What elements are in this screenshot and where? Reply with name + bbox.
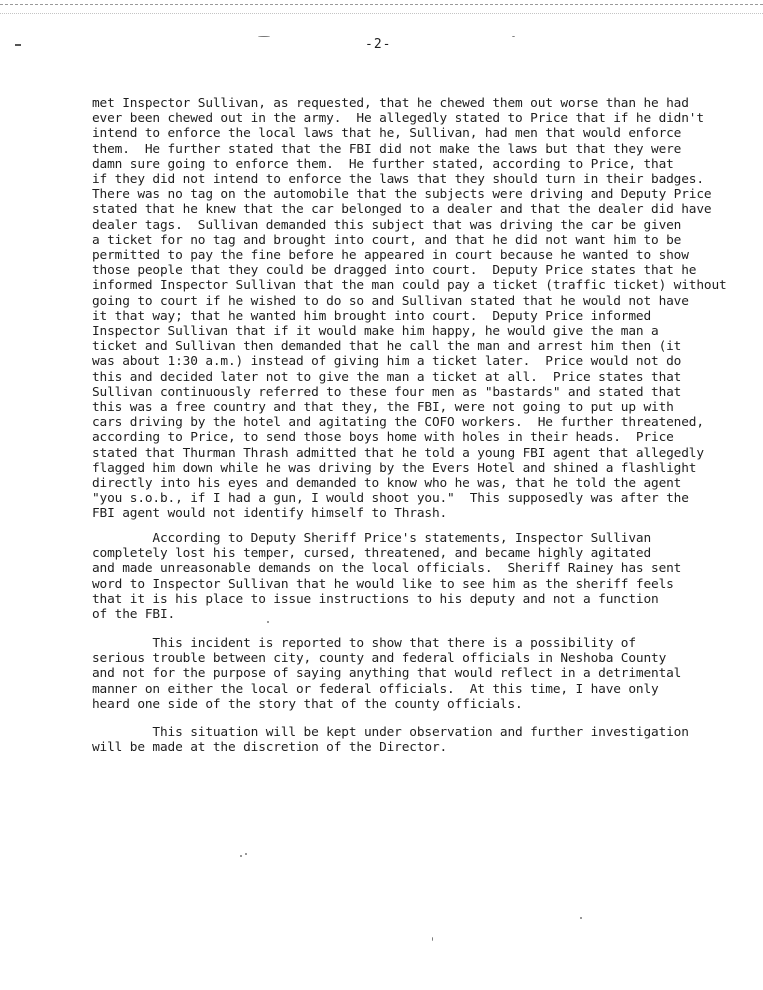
text-line: met Inspector Sullivan, as requested, that he chewed them out worse than he had: [92, 96, 689, 111]
text-line: and made unreasonable demands on the local officials. Sheriff Rainey has sent: [92, 561, 682, 577]
text-line: dealer tags. Sullivan demanded this subject that was driving the car be given: [92, 217, 682, 233]
text-line: was about 1:30 a.m.) instead of giving him a ticket later. Price would not do: [92, 354, 682, 370]
text-line: informed Inspector Sullivan that the man could pay a ticket (traffic ticket) without: [92, 278, 727, 294]
text-line: This incident is reported to show that there is a possibility of: [92, 636, 636, 651]
text-line: flagged him down while he was driving by the Evers Hotel and shined a flashlight: [92, 460, 697, 476]
text-line: manner on either the local or federal officials. At this time, I have only: [92, 681, 659, 697]
scan-speck: [432, 937, 433, 941]
text-line: serious trouble between city, county and federal officials in Neshoba County: [92, 651, 667, 667]
text-line: word to Inspector Sullivan that he would like to see him as the sheriff feels: [92, 576, 674, 592]
text-line: of the FBI.: [92, 607, 176, 623]
top-edge-rule: [0, 4, 763, 5]
text-line: ever been chewed out in the army. He allegedly stated to Price that if he didn't: [92, 111, 704, 127]
text-line: According to Deputy Sheriff Price's statements, Inspector Sullivan: [92, 531, 652, 546]
text-line: stated that he knew that the car belonged to a dealer and that the dealer did have: [92, 202, 712, 218]
text-line: ticket and Sullivan then demanded that he call the man and arrest him then (it: [92, 339, 682, 355]
text-line: that it is his place to issue instructions to his deputy and not a function: [92, 591, 659, 607]
text-line: according to Price, to send those boys home with holes in their heads. Price: [92, 430, 674, 446]
page-number: -2-: [365, 37, 392, 52]
text-line: and not for the purpose of saying anything that would reflect in a detrimental: [92, 666, 682, 682]
text-line: permitted to pay the fine before he appeared in court because he wanted to show: [92, 248, 689, 264]
text-line: completely lost his temper, cursed, threatened, and became highly agitated: [92, 546, 652, 562]
text-line: a ticket for no tag and brought into court, and that he did not want him to be: [92, 232, 682, 248]
scan-speck: [245, 853, 247, 855]
text-line: going to court if he wished to do so and Sullivan stated that he would not have: [92, 293, 689, 309]
top-edge-rule-secondary: [0, 13, 763, 14]
text-line: cars driving by the hotel and agitating the COFO workers. He further threatened,: [92, 415, 704, 431]
text-line: intend to enforce the local laws that he, Sullivan, had men that would enforce: [92, 126, 682, 142]
scan-speck: [267, 621, 269, 623]
text-line: FBI agent would not identify himself to Thrash.: [92, 506, 448, 522]
scan-speck: [240, 855, 242, 857]
scan-speck: [512, 36, 515, 37]
text-line: if they did not intend to enforce the laws that they should turn in their badges.: [92, 172, 704, 188]
margin-mark: [15, 44, 21, 46]
text-line: There was no tag on the automobile that the subjects were driving and Deputy Price: [92, 187, 712, 203]
text-line: damn sure going to enforce them. He further stated, according to Price, that: [92, 156, 674, 172]
text-line: Inspector Sullivan that if it would make him happy, he would give the man a: [92, 324, 659, 340]
text-line: stated that Thurman Thrash admitted that he told a young FBI agent that allegedly: [92, 445, 704, 461]
text-line: "you s.o.b., if I had a gun, I would shoot you." This supposedly was after the: [92, 491, 689, 507]
paragraph-3: [92, 636, 681, 712]
text-line: directly into his eyes and demanded to know who he was, that he told the agent: [92, 476, 682, 492]
scan-speck: [258, 36, 270, 37]
text-line: This situation will be kept under observation and further investigation: [92, 725, 689, 740]
text-line: will be made at the discretion of the Director.: [92, 740, 448, 756]
paragraph-1: [92, 96, 727, 522]
text-line: those people that they could be dragged into court. Deputy Price states that he: [92, 263, 697, 279]
paragraph-4: [92, 725, 689, 755]
text-line: it that way; that he wanted him brought into court. Deputy Price informed: [92, 308, 652, 324]
text-line: this was a free country and that they, the FBI, were not going to put up with: [92, 400, 674, 416]
text-line: them. He further stated that the FBI did not make the laws but that they were: [92, 141, 682, 157]
scan-speck: [580, 917, 582, 919]
text-line: Sullivan continuously referred to these four men as "bastards" and stated that: [92, 384, 682, 400]
text-line: this and decided later not to give the man a ticket at all. Price states that: [92, 369, 682, 385]
paragraph-2: [92, 531, 681, 622]
text-line: heard one side of the story that of the county officials.: [92, 696, 523, 712]
